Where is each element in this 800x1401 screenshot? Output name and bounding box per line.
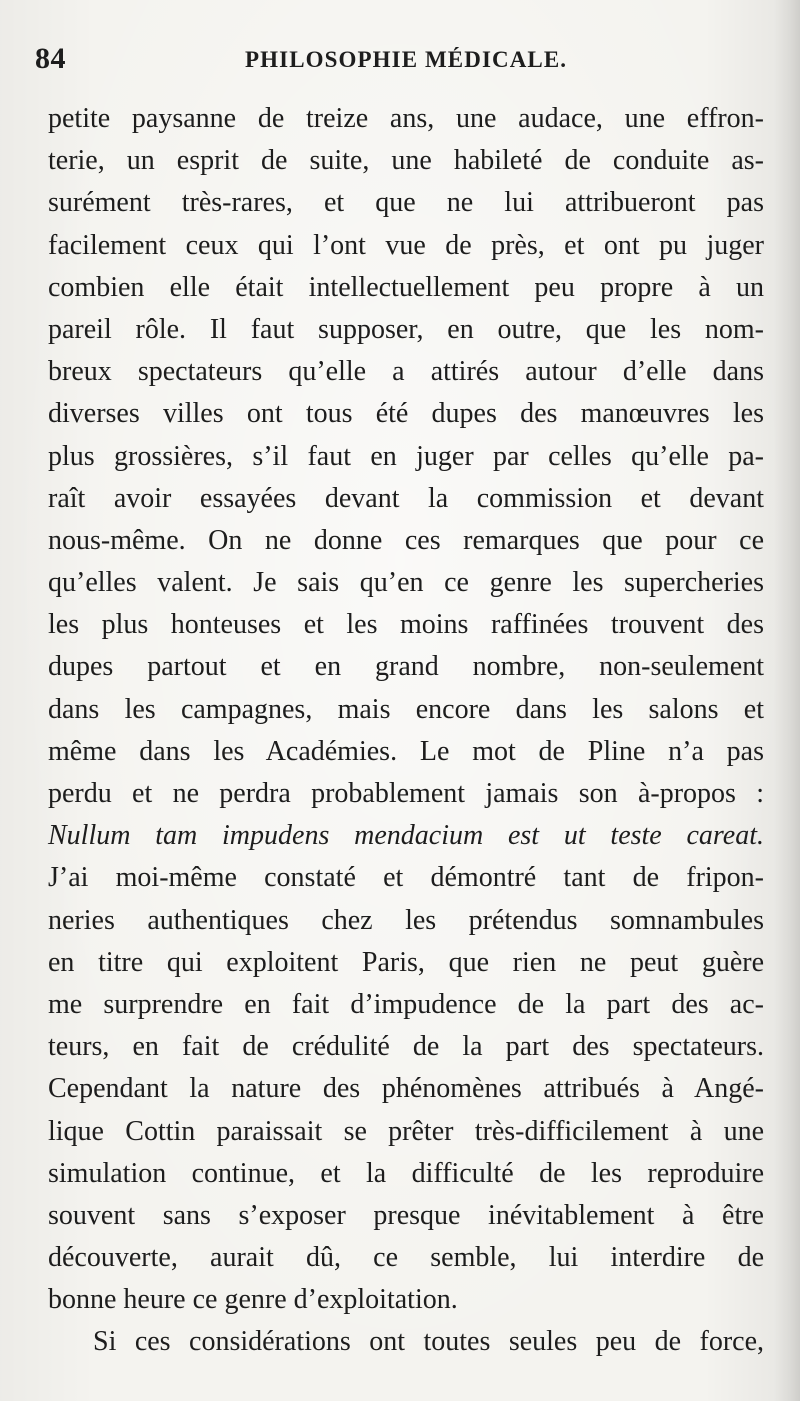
page-number: 84 (35, 42, 66, 75)
text-line: plus grossières, s’il faut en juger par celles qu’elle pa- (48, 440, 764, 472)
text-line: les plus honteuses et les moins raffinées trouvent des (48, 609, 764, 641)
text-line: facilement ceux qui l’ont vue de près, et ont pu juger (48, 229, 764, 261)
text-line: dans les campagnes, mais encore dans les salons et (48, 693, 764, 725)
text-line: J’ai moi-même constaté et démontré tant de fripon- (48, 862, 764, 894)
page-edge-shadow (774, 0, 800, 1401)
page-header (35, 42, 760, 82)
running-title: PHILOSOPHIE MÉDICALE. (245, 47, 568, 72)
text-line: neries authentiques chez les prétendus somnambules (48, 904, 764, 936)
text-line: nous-même. On ne donne ces remarques que pour ce (48, 524, 764, 556)
text-line: lique Cottin paraissait se prêter très-difficilement à une (48, 1115, 764, 1147)
text-line: même dans les Académies. Le mot de Pline n’a pas (48, 735, 764, 767)
paragraph-end-line: bonne heure ce genre d’exploitation. (48, 1284, 458, 1316)
text-line: qu’elles valent. Je sais qu’en ce genre les supercheries (48, 567, 764, 599)
text-line: pareil rôle. Il faut supposer, en outre, que les nom- (48, 313, 764, 345)
text-line: surément très-rares, et que ne lui attribueront pas (48, 187, 764, 219)
body-text (48, 98, 764, 1364)
text-line: me surprendre en fait d’impudence de la part des ac- (48, 988, 764, 1020)
paragraph-start-line: Si ces considérations ont toutes seules peu de force, (93, 1326, 764, 1358)
text-line: perdu et ne perdra probablement jamais son à-propos : (48, 778, 764, 809)
text-line: petite paysanne de treize ans, une audace, une effron- (48, 103, 764, 134)
text-line: diverses villes ont tous été dupes des manœuvres les (48, 398, 764, 430)
text-line: breux spectateurs qu’elle a attirés autour d’elle dans (48, 356, 764, 388)
text-line: découverte, aurait dû, ce semble, lui interdire de (48, 1242, 764, 1274)
text-line: simulation continue, et la difficulté de les reproduire (48, 1157, 764, 1189)
text-line: terie, un esprit de suite, une habileté de conduite as- (48, 145, 764, 177)
text-line: en titre qui exploitent Paris, que rien ne peut guère (48, 946, 764, 978)
text-line: combien elle était intellectuellement peu propre à un (48, 271, 764, 303)
text-line: dupes partout et en grand nombre, non-seulement (48, 651, 764, 683)
latin-quotation: Nullum tam impudens mendacium est ut teste careat. (48, 820, 764, 852)
text-line: souvent sans s’exposer presque inévitablement à être (48, 1199, 764, 1231)
text-line: Cependant la nature des phénomènes attribués à Angé- (48, 1073, 764, 1105)
text-line: teurs, en fait de crédulité de la part des spectateurs. (48, 1031, 764, 1063)
text-line: raît avoir essayées devant la commission et devant (48, 482, 764, 514)
